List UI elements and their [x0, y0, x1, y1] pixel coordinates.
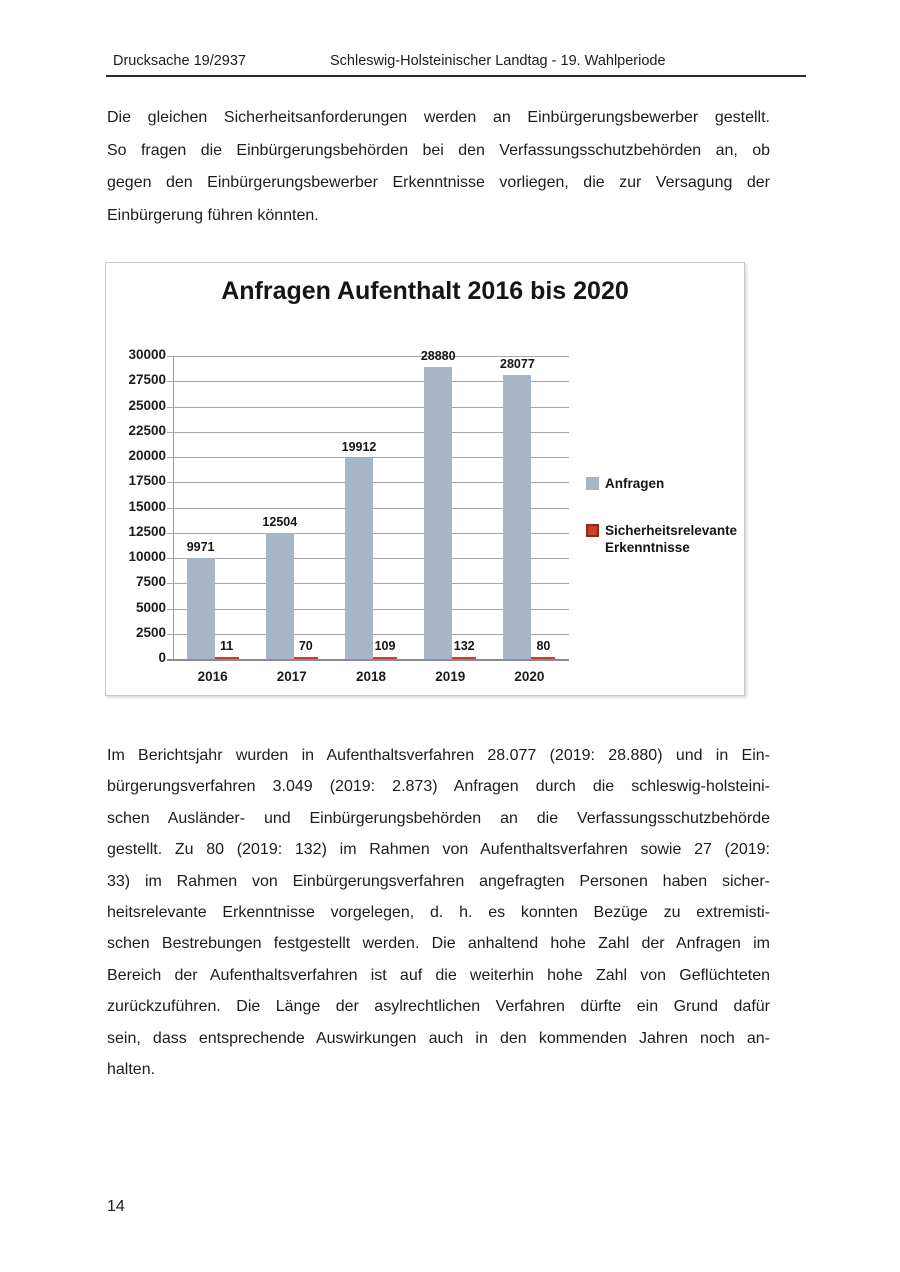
- bars-container: [173, 349, 569, 684]
- legend-entry-erkenntnisse: [586, 522, 744, 556]
- bar-erkenntnisse-2020: [531, 657, 555, 659]
- text-line: Einbürgerung führen könnten.: [107, 206, 319, 224]
- chart-legend: [586, 475, 744, 556]
- text-line: halten.: [107, 1061, 156, 1079]
- paragraph-report: [107, 740, 770, 1085]
- y-tick-label: 30000: [128, 347, 166, 362]
- text-line: zurückzuführen. Die Länge der asylrechtlichen Verfahren dürfte ein Grund dafür: [107, 998, 770, 1016]
- paragraph-intro: [107, 102, 770, 232]
- bar-anfragen-2018: [345, 458, 373, 659]
- bar-value-label: 19912: [341, 439, 377, 454]
- x-axis-label: 2019: [435, 669, 466, 684]
- bar-value-label: 9971: [186, 540, 215, 555]
- bar-anfragen-2020: [503, 375, 531, 659]
- text-line: So fragen die Einbürgerungsbehörden bei den Verfassungsschutzbehörden an, ob: [107, 141, 770, 159]
- text-line: schen Bestrebungen festgestellt werden. Die anhaltend hohe Zahl der Anfragen im: [107, 935, 770, 953]
- bar-group-2019: [411, 349, 490, 684]
- bar-group-2018: [331, 356, 410, 684]
- text-line: sein, dass entsprechende Auswirkungen auch in den kommenden Jahren noch an-: [107, 1029, 770, 1047]
- x-axis-line: [167, 659, 569, 661]
- x-axis-label: 2020: [514, 669, 545, 684]
- text-line: gestellt. Zu 80 (2019: 132) im Rahmen von Aufenthaltsverfahren sowie 27 (2019:: [107, 841, 770, 859]
- bar-value-label: 80: [536, 639, 551, 653]
- text-line: bürgerungsverfahren 3.049 (2019: 2.873) Anfragen durch die schleswig-holsteini-: [107, 778, 770, 796]
- x-axis-label: 2016: [197, 669, 228, 684]
- y-tick-label: 5000: [135, 599, 166, 615]
- header-doc-number: Drucksache 19/2937: [113, 53, 246, 69]
- text-line: schen Ausländer- und Einbürgerungsbehörden an die Verfassungsschutzbehörde: [107, 809, 770, 827]
- x-axis-label: 2018: [355, 669, 387, 684]
- bar-erkenntnisse-2018: [373, 657, 397, 659]
- chart-plot-area: [173, 349, 569, 684]
- bar-value-label: 28077: [500, 357, 535, 372]
- bar-value-label: 11: [219, 639, 234, 653]
- y-tick-label: 17500: [128, 473, 166, 489]
- bar-erkenntnisse-2019: [452, 657, 476, 659]
- header-title: Schleswig-Holsteinischer Landtag - 19. Wahlperiode: [330, 53, 666, 69]
- page-number: 14: [107, 1198, 125, 1215]
- y-tick-label: 0: [158, 650, 166, 665]
- y-tick-label: 10000: [128, 549, 166, 564]
- bar-erkenntnisse-2017: [294, 657, 318, 659]
- y-tick-label: 22500: [128, 422, 166, 438]
- text-line: Bereich der Aufenthaltsverfahren ist auf die weiterhin hohe Zahl von Geflüchteten: [107, 966, 770, 984]
- y-tick-label: 25000: [128, 397, 166, 413]
- bar-group-2017: [252, 356, 331, 684]
- y-tick-label: 2500: [135, 624, 166, 640]
- y-tick-label: 7500: [135, 574, 166, 590]
- legend-label-erkenntnisse: Sicherheitsrelevante Erkenntnisse: [605, 523, 738, 555]
- y-tick-label: 15000: [128, 498, 166, 514]
- y-tick-label: 12500: [128, 523, 166, 539]
- bar-anfragen-2019: [424, 367, 452, 659]
- bar-value-label: 28880: [420, 349, 456, 364]
- x-axis-label: 2017: [276, 669, 307, 684]
- bar-value-label: 132: [453, 639, 475, 653]
- bar-value-label: 109: [374, 639, 396, 653]
- chart-title: Anfragen Aufenthalt 2016 bis 2020: [221, 277, 629, 305]
- bar-erkenntnisse-2016: [215, 657, 239, 659]
- legend-entry-anfragen: [586, 475, 744, 492]
- header-rule: [106, 75, 806, 77]
- text-line: Im Berichtsjahr wurden in Aufenthaltsverfahren 28.077 (2019: 28.880) und in Ein-: [107, 747, 770, 764]
- text-line: heitsrelevante Erkenntnisse vorgelegen, d. h. es konnten Bezüge zu extremisti-: [107, 904, 770, 922]
- text-line: 33) im Rahmen von Einbürgerungsverfahren angefragten Personen haben sicher-: [107, 872, 770, 890]
- bar-group-2016: [173, 356, 252, 684]
- bar-value-label: 70: [298, 639, 313, 653]
- bar-group-2020: [490, 356, 569, 684]
- y-tick-label: 27500: [128, 372, 166, 388]
- y-tick-label: 20000: [128, 448, 166, 463]
- chart: [105, 262, 745, 696]
- legend-swatch-erkenntnisse: [586, 524, 599, 537]
- bar-value-label: 12504: [262, 514, 298, 529]
- legend-swatch-anfragen: [586, 477, 599, 490]
- legend-label-anfragen: Anfragen: [605, 476, 665, 491]
- text-line: Die gleichen Sicherheitsanforderungen werden an Einbürgerungsbewerber gestellt.: [107, 109, 770, 126]
- text-line: gegen den Einbürgerungsbewerber Erkenntnisse vorliegen, die zur Versagung der: [107, 174, 770, 192]
